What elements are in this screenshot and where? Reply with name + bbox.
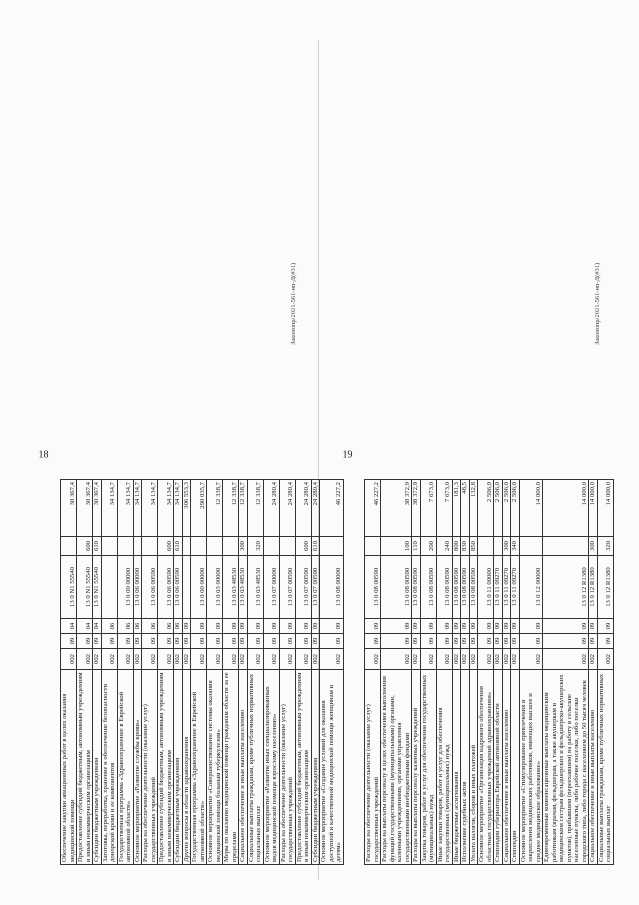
table-row <box>295 480 311 865</box>
row-csr: 13 0 08 00590 <box>420 556 436 619</box>
table-row <box>247 480 263 865</box>
row-vr: 100 <box>381 537 412 556</box>
row-csr: 13 0 11 09270 <box>502 556 511 619</box>
row-rz: 09 <box>101 634 117 649</box>
row-name: Стипендии губернатора Еврейской автономной области <box>494 670 503 865</box>
row-sum: 2 506,0 <box>494 480 503 537</box>
row-pr: 09 <box>320 619 344 634</box>
row-glav: 002 <box>502 649 511 670</box>
row-name: Расходы на обеспечение деятельности (оказание услуг) государственных учреждений <box>279 670 295 865</box>
row-rz: 09 <box>207 634 223 649</box>
row-name: Основное мероприятие «Развитие службы крови» <box>133 670 142 865</box>
row-csr: 13 0 08 00590 <box>412 556 421 619</box>
row-name: Государственная программа «Здравоохранение в Еврейской автономной области» <box>117 670 133 865</box>
row-vr: 300 <box>239 537 248 556</box>
table-row <box>263 480 279 865</box>
row-glav: 002 <box>295 649 311 670</box>
row-pr: 06 <box>117 619 133 634</box>
row-csr: 13 0 03 48530 <box>247 556 263 619</box>
table-row <box>519 480 543 865</box>
table-row <box>461 480 470 865</box>
row-rz: 09 <box>320 634 344 649</box>
row-name: Субсидии бюджетным учреждениям <box>311 670 320 865</box>
row-csr: 13 0 08 00590 <box>469 556 478 619</box>
table-row <box>502 480 511 865</box>
row-glav: 002 <box>207 649 223 670</box>
row-rz: 09 <box>469 634 478 649</box>
row-rz: 09 <box>543 634 589 649</box>
table-row <box>381 480 412 865</box>
row-pr: 09 <box>182 619 191 634</box>
row-glav: 002 <box>597 649 613 670</box>
row-sum: 34 134,7 <box>158 480 174 537</box>
table-row <box>174 480 183 865</box>
row-glav: 002 <box>320 649 344 670</box>
row-vr <box>182 537 191 556</box>
row-vr: 110 <box>412 537 421 556</box>
row-glav: 002 <box>519 649 543 670</box>
table-row <box>207 480 223 865</box>
row-sum: 48,5 <box>461 480 470 537</box>
row-name: Стипендии <box>511 670 520 865</box>
row-glav: 002 <box>182 649 191 670</box>
row-pr: 09 <box>589 619 598 634</box>
row-csr: 13 0 11 09270 <box>494 556 503 619</box>
row-csr: 13 0 08 00590 <box>436 556 452 619</box>
row-vr <box>191 537 207 556</box>
row-rz: 09 <box>494 634 503 649</box>
row-vr: 800 <box>452 537 461 556</box>
row-pr: 04 <box>61 619 77 634</box>
row-sum: 34 134,7 <box>117 480 133 537</box>
row-name: Субсидии бюджетным учреждениям <box>93 670 102 865</box>
row-sum: 24 280,4 <box>279 480 295 537</box>
row-vr: 600 <box>295 537 311 556</box>
row-sum: 12 338,7 <box>207 480 223 537</box>
row-name: Иные закупки товаров, работ и услуг для обеспечения государственных (муниципальных) нужд <box>436 670 452 865</box>
row-name: Расходы на обеспечение деятельности (оказание услуг) государственных учреждений <box>365 670 381 865</box>
row-pr: 09 <box>469 619 478 634</box>
row-rz: 09 <box>263 634 279 649</box>
row-csr: 13 0 N1 55540 <box>61 556 77 619</box>
row-rz: 09 <box>502 634 511 649</box>
row-pr: 04 <box>77 619 93 634</box>
row-glav: 002 <box>142 649 158 670</box>
row-rz: 09 <box>381 634 412 649</box>
row-rz: 09 <box>597 634 613 649</box>
row-pr: 09 <box>207 619 223 634</box>
row-csr: 13 0 07 00590 <box>279 556 295 619</box>
row-name: Уплата налогов, сборов и иных платежей <box>469 670 478 865</box>
row-glav: 002 <box>174 649 183 670</box>
table-row <box>494 480 503 865</box>
row-glav: 002 <box>311 649 320 670</box>
row-pr: 09 <box>511 619 520 634</box>
table-row <box>77 480 93 865</box>
row-glav: 002 <box>61 649 77 670</box>
row-glav: 002 <box>365 649 381 670</box>
row-vr <box>543 537 589 556</box>
row-vr: 600 <box>77 537 93 556</box>
row-name: Другие вопросы в области здравоохранения <box>182 670 191 865</box>
row-name: Обеспечение закупки авиационных работ в целях оказания медицинской помощи <box>61 670 77 865</box>
row-name: Меры по оказанию медицинской помощи гражданам области за ее пределами <box>223 670 239 865</box>
row-rz: 09 <box>182 634 191 649</box>
table-row <box>543 480 589 865</box>
row-pr: 06 <box>101 619 117 634</box>
row-sum: 2 506,0 <box>478 480 494 537</box>
table-row <box>365 480 381 865</box>
row-sum: 34 134,7 <box>142 480 158 537</box>
row-pr: 06 <box>133 619 142 634</box>
row-vr: 830 <box>461 537 470 556</box>
table-row <box>436 480 452 865</box>
row-rz: 09 <box>589 634 598 649</box>
row-csr: 13 0 11 00000 <box>478 556 494 619</box>
row-glav: 002 <box>191 649 207 670</box>
row-vr: 320 <box>597 537 613 556</box>
row-pr: 09 <box>420 619 436 634</box>
row-pr: 09 <box>412 619 421 634</box>
row-pr: 09 <box>365 619 381 634</box>
row-rz: 09 <box>77 634 93 649</box>
row-name: Государственная программа «Здравоохранение в Еврейской автономной области» <box>191 670 207 865</box>
row-name: Иные бюджетные ассигнования <box>452 670 461 865</box>
row-glav: 002 <box>133 649 142 670</box>
table-row <box>420 480 436 865</box>
table-row <box>93 480 102 865</box>
row-vr <box>263 537 279 556</box>
row-glav: 002 <box>452 649 461 670</box>
row-vr <box>101 537 117 556</box>
row-vr <box>279 537 295 556</box>
row-pr: 09 <box>279 619 295 634</box>
row-glav: 002 <box>101 649 117 670</box>
row-sum: 34 134,7 <box>174 480 183 537</box>
table-row <box>61 480 77 865</box>
row-name: Основное мероприятие «Создание условий для оказания доступной и качественной медицинской помощи женщинам и детям» <box>320 670 344 865</box>
row-name: Заготовка, переработка, хранение и обеспечение безопасности донорской крови и ее компонентов <box>101 670 117 865</box>
row-name: Предоставление субсидий бюджетным, автономным учреждениям и иным некоммерческим организациям <box>77 670 93 865</box>
row-vr <box>61 537 77 556</box>
row-rz: 09 <box>365 634 381 649</box>
table-row <box>412 480 421 865</box>
row-pr: 09 <box>311 619 320 634</box>
row-rz: 09 <box>511 634 520 649</box>
table-row <box>311 480 320 865</box>
row-csr: 13 0 06 00000 <box>133 556 142 619</box>
row-vr: 610 <box>174 537 183 556</box>
row-sum: 24 280,4 <box>311 480 320 537</box>
row-glav: 002 <box>420 649 436 670</box>
page-right <box>322 0 622 905</box>
row-glav: 002 <box>543 649 589 670</box>
table-row <box>511 480 520 865</box>
row-sum: 46 227,2 <box>320 480 344 537</box>
row-csr: 13 0 00 00000 <box>117 556 133 619</box>
row-sum: 14 000,0 <box>589 480 598 537</box>
row-glav: 002 <box>478 649 494 670</box>
row-rz: 09 <box>420 634 436 649</box>
row-pr: 09 <box>239 619 248 634</box>
row-csr: 13 0 08 00000 <box>320 556 344 619</box>
row-rz: 09 <box>142 634 158 649</box>
row-vr: 600 <box>158 537 174 556</box>
row-rz: 09 <box>93 634 102 649</box>
row-name: Социальные выплаты гражданам, кроме публичных нормативных социальных выплат <box>247 670 263 865</box>
row-sum: 12 338,7 <box>247 480 263 537</box>
row-rz: 09 <box>61 634 77 649</box>
row-vr <box>142 537 158 556</box>
row-csr: 13 0 00 00000 <box>191 556 207 619</box>
row-glav: 002 <box>77 649 93 670</box>
row-sum: 34 134,7 <box>133 480 142 537</box>
row-name: Предоставление субсидий бюджетным, автономным учреждениям и иным некоммерческим организациям <box>295 670 311 865</box>
row-name: Социальное обеспечение и иные выплаты населению <box>502 670 511 865</box>
row-csr: 13 0 06 00590 <box>174 556 183 619</box>
row-pr: 09 <box>452 619 461 634</box>
row-sum: 12 338,7 <box>223 480 239 537</box>
row-csr: 13 0 03 48530 <box>223 556 239 619</box>
row-sum: 12 338,7 <box>239 480 248 537</box>
row-sum: 24 280,4 <box>295 480 311 537</box>
row-vr <box>478 537 494 556</box>
row-vr <box>365 537 381 556</box>
row-sum: 290 035,7 <box>191 480 207 537</box>
row-name: Социальные выплаты гражданам, кроме публичных нормативных социальных выплат <box>597 670 613 865</box>
row-pr: 09 <box>263 619 279 634</box>
row-name: Расходы на обеспечение деятельности (оказание услуг) государственных учреждений <box>142 670 158 865</box>
row-csr: 13 0 08 00590 <box>461 556 470 619</box>
row-sum: 38 372,9 <box>381 480 412 537</box>
row-pr: 09 <box>191 619 207 634</box>
row-pr: 09 <box>502 619 511 634</box>
row-vr: 300 <box>502 537 511 556</box>
row-pr: 09 <box>295 619 311 634</box>
row-rz: 09 <box>519 634 543 649</box>
row-sum: 14 000,0 <box>543 480 589 537</box>
row-csr: 13 0 11 09270 <box>511 556 520 619</box>
row-rz: 09 <box>191 634 207 649</box>
table-row <box>142 480 158 865</box>
row-vr: 320 <box>247 537 263 556</box>
row-rz: 09 <box>117 634 133 649</box>
row-glav: 002 <box>461 649 470 670</box>
row-vr <box>207 537 223 556</box>
row-csr: 13 0 08 00590 <box>452 556 461 619</box>
row-rz: 09 <box>279 634 295 649</box>
row-pr: 06 <box>174 619 183 634</box>
row-rz: 09 <box>412 634 421 649</box>
row-pr: 09 <box>519 619 543 634</box>
row-glav: 002 <box>223 649 239 670</box>
row-sum: 30 367,4 <box>61 480 77 537</box>
row-name: Расходы на выплаты персоналу казенных учреждений <box>412 670 421 865</box>
row-csr: 13 0 03 48530 <box>239 556 248 619</box>
row-sum: 46 227,2 <box>365 480 381 537</box>
row-csr: 13 0 N1 55540 <box>77 556 93 619</box>
row-sum: 30 367,4 <box>77 480 93 537</box>
row-vr: 200 <box>420 537 436 556</box>
row-sum: 306 553,3 <box>182 480 191 537</box>
table-row <box>469 480 478 865</box>
table-row <box>589 480 598 865</box>
row-name: Основное мероприятие «Организация кадрового обеспечения областных государственных учреждений здравоохранения» <box>478 670 494 865</box>
row-vr: 610 <box>311 537 320 556</box>
row-csr: 13 0 07 00590 <box>311 556 320 619</box>
row-sum: 181,3 <box>452 480 461 537</box>
row-csr: 13 0 07 00000 <box>263 556 279 619</box>
row-glav: 002 <box>93 649 102 670</box>
row-csr: 13 0 12 R1380 <box>597 556 613 619</box>
row-csr: 13 0 03 00000 <box>207 556 223 619</box>
row-sum: 38 372,9 <box>412 480 421 537</box>
row-glav: 002 <box>412 649 421 670</box>
row-pr: 09 <box>436 619 452 634</box>
row-vr <box>117 537 133 556</box>
row-rz: 09 <box>436 634 452 649</box>
row-csr <box>101 556 117 619</box>
row-name: Основное мероприятие «Развитие иных специализированных видов медицинской помощи взрослому населению» <box>263 670 279 865</box>
row-name: Социальное обеспечение и иные выплаты населению <box>239 670 248 865</box>
row-pr: 09 <box>247 619 263 634</box>
table-row <box>279 480 295 865</box>
row-glav: 002 <box>239 649 248 670</box>
row-name: Субсидии бюджетным учреждениям <box>174 670 183 865</box>
row-sum: 7 673,0 <box>436 480 452 537</box>
row-vr: 610 <box>93 537 102 556</box>
row-glav: 002 <box>589 649 598 670</box>
row-rz: 09 <box>174 634 183 649</box>
row-rz: 09 <box>133 634 142 649</box>
row-csr: 13 0 N1 55540 <box>93 556 102 619</box>
row-name: Основное мероприятие «Стимулирование привлечения и закрепления медицинских работников, имеющих высшее и среднее медицинское образование» <box>519 670 543 865</box>
row-name: Исполнение судебных актов <box>461 670 470 865</box>
row-pr: 09 <box>478 619 494 634</box>
row-vr: 340 <box>511 537 520 556</box>
row-glav: 002 <box>279 649 295 670</box>
row-csr: 13 0 06 00590 <box>158 556 174 619</box>
page-footer: Законопр/2021-561-нп-Д(#31) <box>594 262 601 345</box>
row-glav: 002 <box>247 649 263 670</box>
page-left <box>18 0 342 905</box>
row-sum: 30 367,4 <box>93 480 102 537</box>
table-row <box>239 480 248 865</box>
row-vr <box>133 537 142 556</box>
table-row <box>478 480 494 865</box>
row-name: Основное мероприятие «Совершенствование системы оказания медицинской помощи больным туберкулезом» <box>207 670 223 865</box>
row-glav: 002 <box>117 649 133 670</box>
table-row <box>182 480 191 865</box>
row-glav: 002 <box>158 649 174 670</box>
row-rz: 09 <box>247 634 263 649</box>
table-row <box>223 480 239 865</box>
row-rz: 09 <box>223 634 239 649</box>
row-name: Социальное обеспечение и иные выплаты населению <box>589 670 598 865</box>
budget-table <box>364 479 614 865</box>
row-pr: 06 <box>142 619 158 634</box>
row-csr: 13 0 06 00590 <box>142 556 158 619</box>
row-vr <box>519 537 543 556</box>
table-row <box>452 480 461 865</box>
page-number: 18 <box>38 449 49 461</box>
row-csr: 13 0 12 R1380 <box>543 556 589 619</box>
row-sum: 7 673,0 <box>420 480 436 537</box>
row-rz: 09 <box>461 634 470 649</box>
row-pr: 09 <box>494 619 503 634</box>
row-sum: 2 506,0 <box>502 480 511 537</box>
row-vr <box>223 537 239 556</box>
row-sum: 132,8 <box>469 480 478 537</box>
row-glav: 002 <box>381 649 412 670</box>
row-pr: 09 <box>461 619 470 634</box>
row-csr: 13 0 08 00590 <box>381 556 412 619</box>
row-glav: 002 <box>263 649 279 670</box>
row-rz: 09 <box>311 634 320 649</box>
row-rz: 09 <box>239 634 248 649</box>
row-name: Предоставление субсидий бюджетным, автономным учреждениям и иным некоммерческим организациям <box>158 670 174 865</box>
row-vr: 240 <box>436 537 452 556</box>
row-csr: 13 0 08 00590 <box>365 556 381 619</box>
row-sum: 2 506,0 <box>511 480 520 537</box>
row-glav: 002 <box>469 649 478 670</box>
row-csr <box>182 556 191 619</box>
row-name: Закупка товаров, работ и услуг для обеспечения государственных (муниципальных) нужд <box>420 670 436 865</box>
row-pr: 09 <box>597 619 613 634</box>
row-glav: 002 <box>436 649 452 670</box>
budget-table <box>60 479 344 865</box>
row-vr: 300 <box>589 537 598 556</box>
page-footer: Законопр/2021-561-нп-Д(#31) <box>290 262 297 345</box>
row-csr: 13 0 12 R1380 <box>589 556 598 619</box>
row-glav: 002 <box>511 649 520 670</box>
table-row <box>158 480 174 865</box>
row-sum: 14 000,0 <box>597 480 613 537</box>
table-row <box>133 480 142 865</box>
row-pr: 09 <box>543 619 589 634</box>
row-rz: 09 <box>478 634 494 649</box>
table-row <box>191 480 207 865</box>
row-sum: 14 000,0 <box>519 480 543 537</box>
row-rz: 09 <box>158 634 174 649</box>
row-name: Единовременные компенсационные выплаты медицинским работникам (врачам, фельдшерам, а также акушеркам и медицинским сестрам фельдшерских и фельдшерско-акушерских пунктов), прибывшим (переехавшим) на работу в сельские населенные пункты, либо рабочие поселки, либо поселки городского типа, либо города с населением до 50 тысяч человек <box>543 670 589 865</box>
row-csr: 13 0 07 00590 <box>295 556 311 619</box>
row-sum: 34 134,7 <box>101 480 117 537</box>
row-rz: 09 <box>295 634 311 649</box>
page-number: 19 <box>342 449 353 461</box>
row-name: Расходы на выплаты персоналу в целях обеспечения выполнения функций государственными (муниципальными) органами, казенными учреждениями, органами управления государственными внебюджетными фондами <box>381 670 412 865</box>
row-pr: 09 <box>381 619 412 634</box>
row-vr <box>494 537 503 556</box>
row-glav: 002 <box>494 649 503 670</box>
row-rz: 09 <box>452 634 461 649</box>
row-pr: 09 <box>223 619 239 634</box>
row-vr: 850 <box>469 537 478 556</box>
table-row <box>117 480 133 865</box>
row-sum: 24 280,4 <box>263 480 279 537</box>
row-pr: 06 <box>158 619 174 634</box>
table-row <box>101 480 117 865</box>
row-csr: 13 0 12 00000 <box>519 556 543 619</box>
row-pr: 04 <box>93 619 102 634</box>
table-row <box>597 480 613 865</box>
